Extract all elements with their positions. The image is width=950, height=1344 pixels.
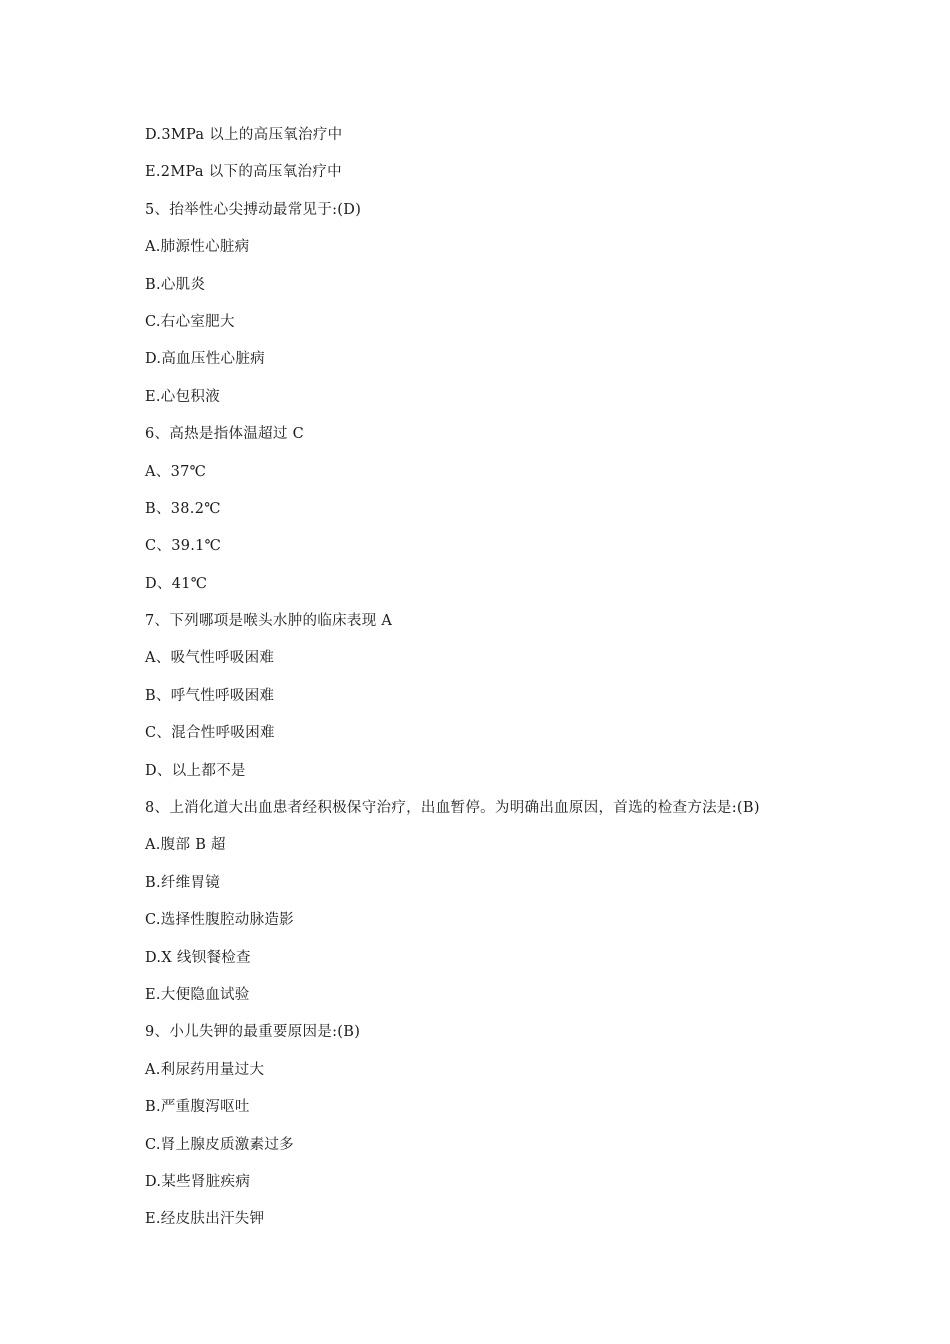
answer-option: C.右心室肥大	[145, 313, 235, 330]
answer-option: A.利尿药用量过大	[145, 1061, 265, 1078]
question-list	[145, 124, 905, 1246]
answer-option: D.3MPa 以上的高压氧治疗中	[145, 127, 343, 143]
answer-option: B.纤维胃镜	[145, 874, 221, 891]
answer-option: C、39.1℃	[145, 538, 222, 555]
answer-option: E.经皮肤出汗失钾	[145, 1211, 265, 1228]
answer-option: E.大便隐血试验	[145, 986, 250, 1003]
question-text: 7、下列哪项是喉头水肿的临床表现 A	[145, 613, 393, 630]
answer-option: A、吸气性呼吸困难	[145, 650, 275, 667]
answer-option: A、37℃	[145, 463, 207, 480]
answer-option: B.严重腹泻呕吐	[145, 1099, 250, 1116]
answer-option: A.肺源性心脏病	[145, 239, 250, 256]
answer-option: D.高血压性心脏病	[145, 351, 265, 368]
answer-option: D.X 线钡餐检查	[145, 949, 251, 966]
answer-option: B、呼气性呼吸困难	[145, 687, 275, 704]
answer-option: D.某些肾脏疾病	[145, 1173, 251, 1190]
question-text: 5、抬举性心尖搏动最常见于:(D)	[145, 201, 362, 218]
answer-option: E.2MPa 以下的高压氧治疗中	[145, 164, 342, 181]
answer-option: D、以上都不是	[145, 762, 246, 779]
answer-option: C.选择性腹腔动脉造影	[145, 912, 294, 929]
answer-option: B、38.2℃	[145, 500, 221, 517]
question-text: 9、小儿失钾的最重要原因是:(B)	[145, 1024, 361, 1041]
answer-option: C.肾上腺皮质激素过多	[145, 1136, 294, 1153]
answer-option: C、混合性呼吸困难	[145, 725, 275, 742]
answer-option: E.心包积液	[145, 388, 220, 405]
question-text: 8、上消化道大出血患者经积极保守治疗，出血暂停。为明确出血原因，首选的检查方法是:(B)	[145, 800, 760, 817]
question-text: 6、高热是指体温超过 C	[145, 426, 305, 443]
answer-option: A.腹部 B 超	[145, 837, 226, 854]
answer-option: D、41℃	[145, 575, 208, 592]
answer-option: B.心肌炎	[145, 276, 206, 293]
